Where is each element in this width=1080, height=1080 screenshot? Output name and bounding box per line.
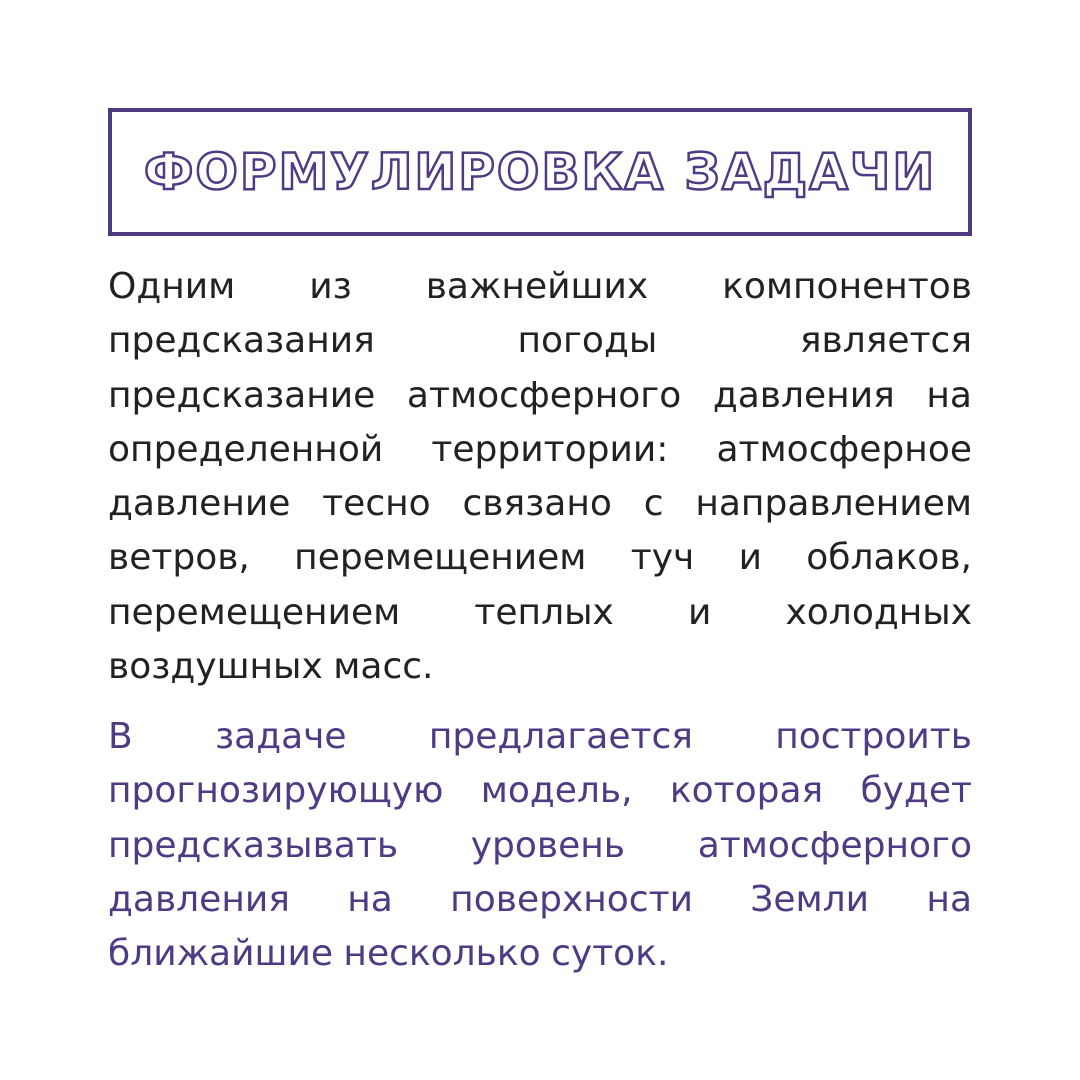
intro-paragraph: Одним из важнейших компонентов предсказания погоды является предсказание атмосферного давления на определенной территории: атмосферное давление тесно связано с направлением ветров, перемещением туч и облаков, перемещением теплых и холодных воздушных масс. [108,266,972,688]
task-paragraph: В задаче предлагается построить прогнозирующую модель, которая будет предсказывать уровень атмосферного давления на поверхности Земли на ближайшие несколько суток. [108,716,972,975]
title-frame [108,108,972,236]
page-title: ФОРМУЛИРОВКА ЗАДАЧИ [143,143,937,201]
